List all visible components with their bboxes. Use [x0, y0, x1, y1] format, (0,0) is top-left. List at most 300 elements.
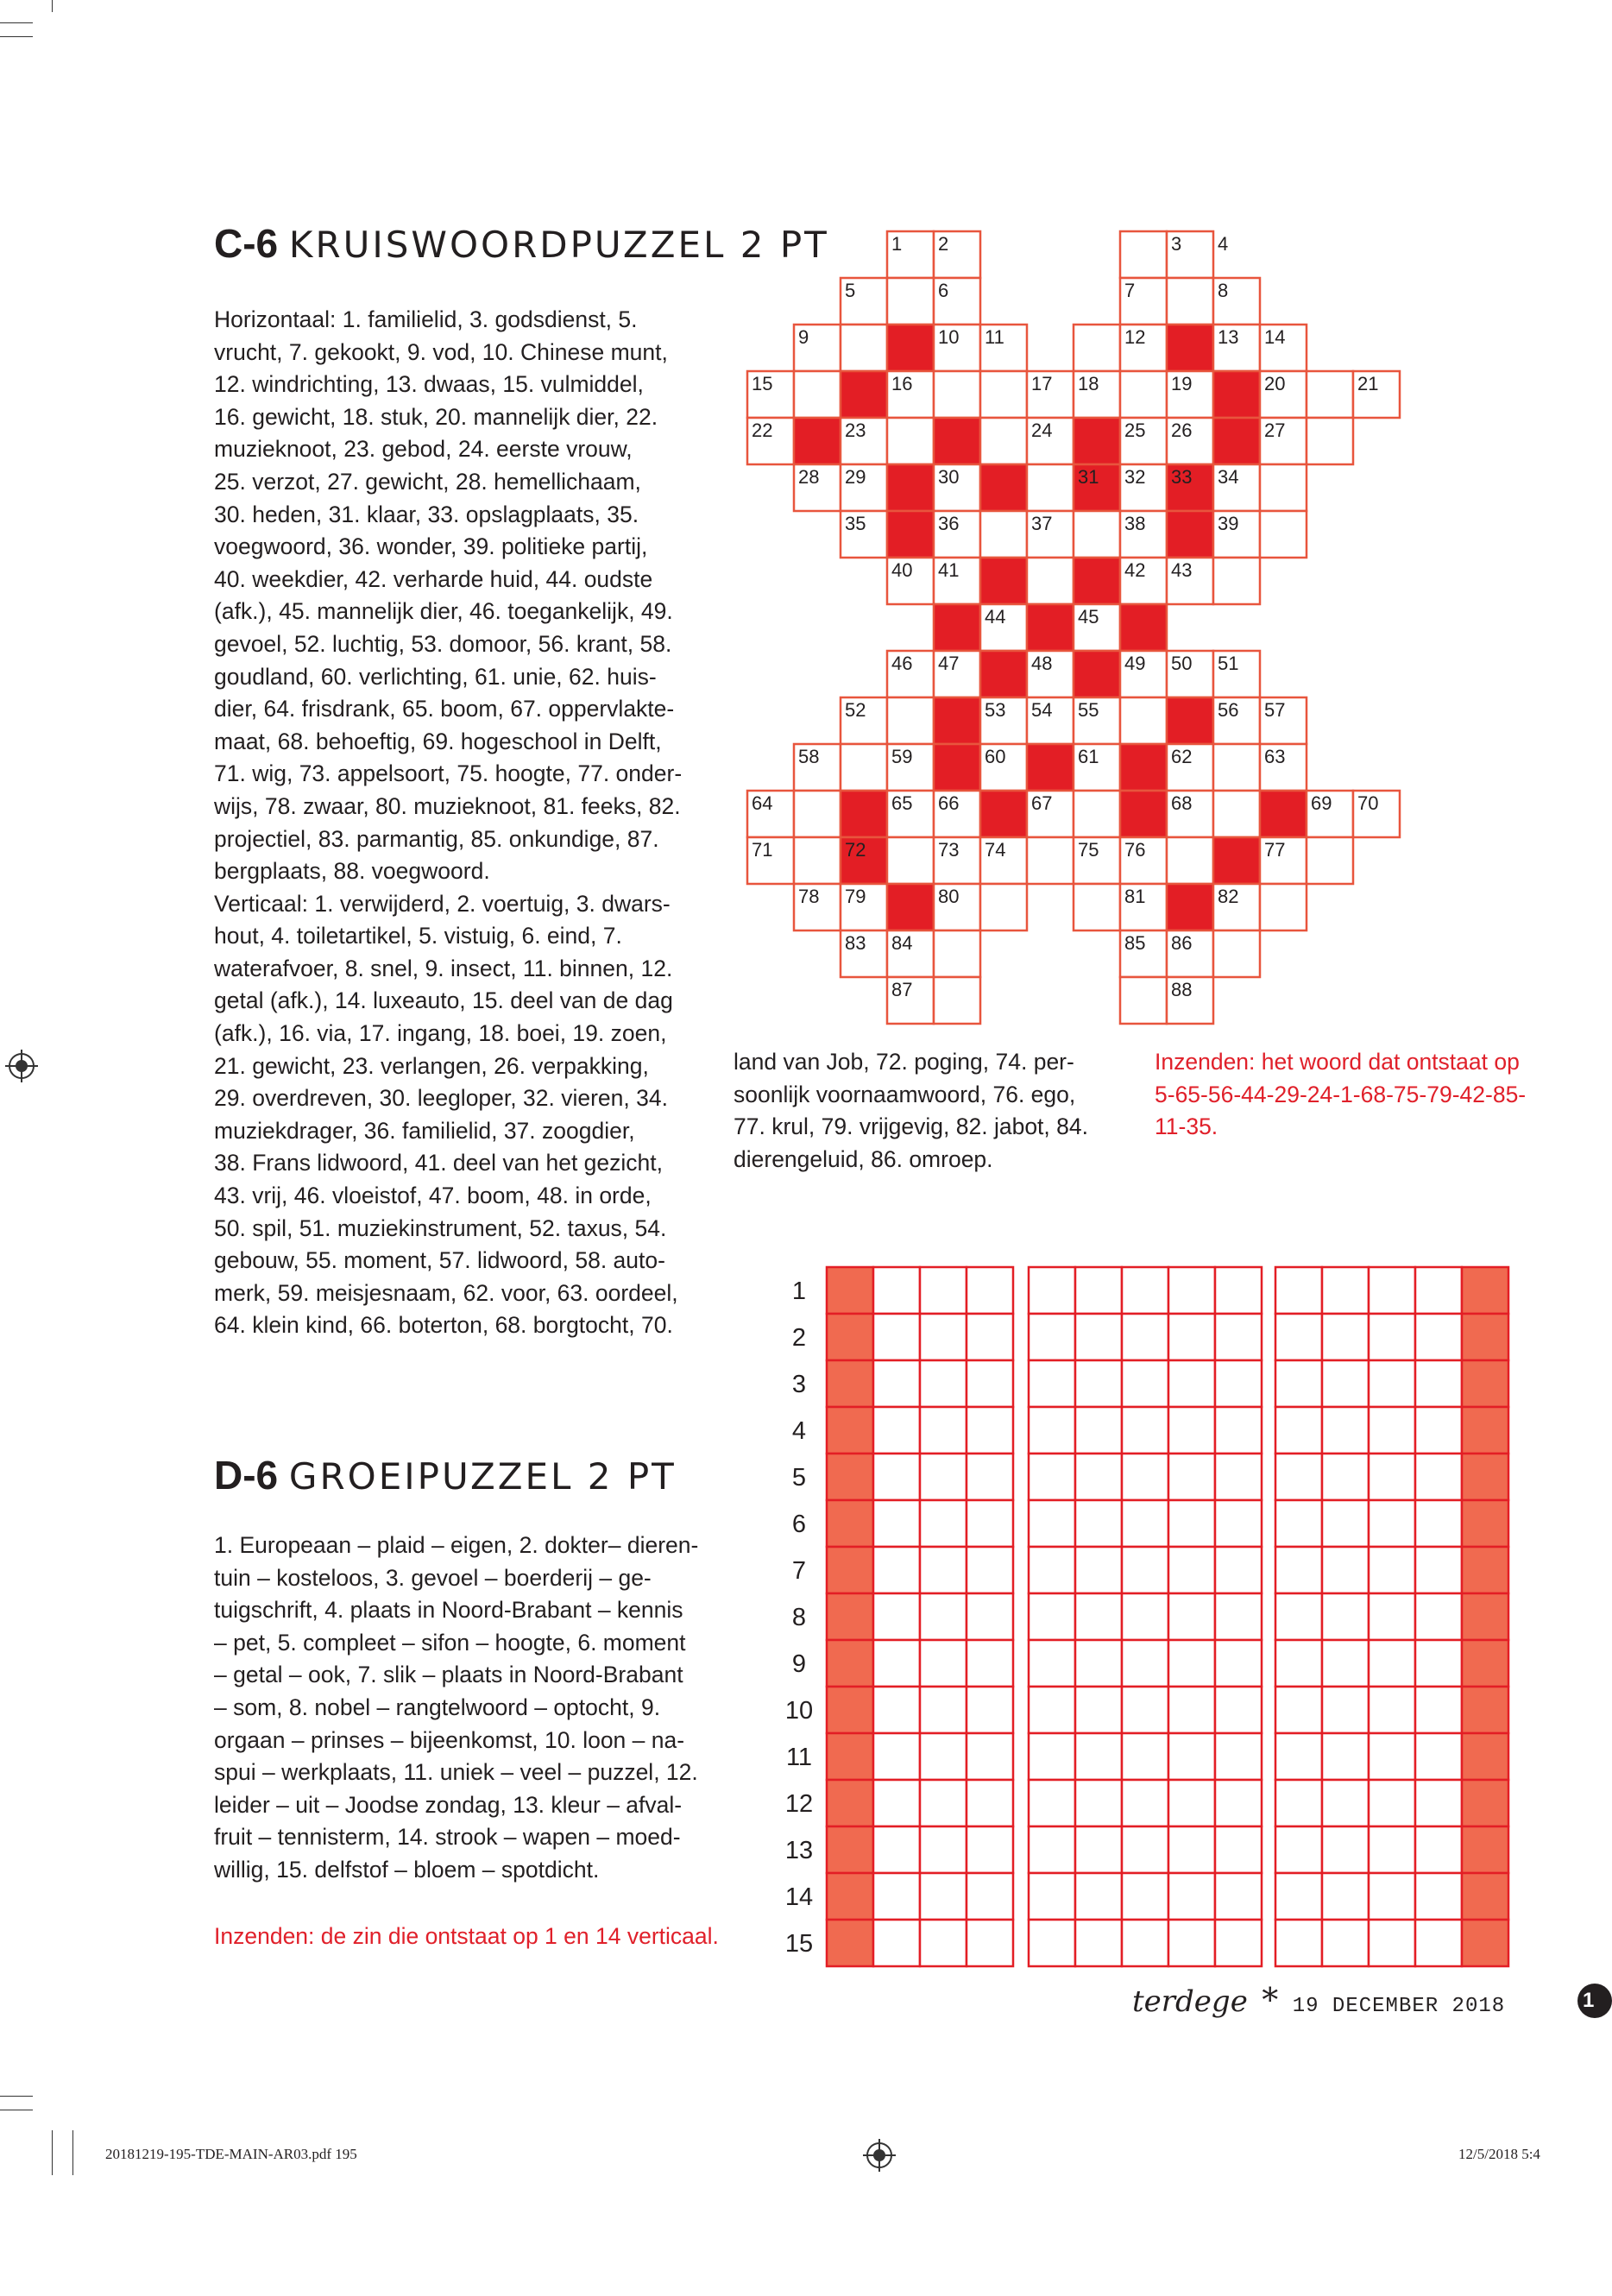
- growth-cell[interactable]: [1415, 1640, 1462, 1687]
- highlight-cell[interactable]: [1462, 1593, 1508, 1640]
- growth-cell[interactable]: [1122, 1267, 1168, 1314]
- grid-cell[interactable]: [841, 744, 887, 791]
- growth-cell[interactable]: [1369, 1873, 1415, 1920]
- highlight-cell[interactable]: [1462, 1873, 1508, 1920]
- growth-cell[interactable]: [1322, 1687, 1369, 1733]
- growth-cell[interactable]: [1415, 1407, 1462, 1454]
- grid-cell[interactable]: [1120, 977, 1167, 1024]
- growth-cell[interactable]: [1215, 1454, 1262, 1500]
- growth-cell[interactable]: [1369, 1780, 1415, 1826]
- growth-cell[interactable]: [1122, 1733, 1168, 1780]
- highlight-cell[interactable]: [1462, 1407, 1508, 1454]
- cell-number: 66: [938, 792, 960, 814]
- cell-number: 82: [1218, 886, 1239, 907]
- grid-cell[interactable]: [1260, 464, 1307, 511]
- highlight-cell[interactable]: [827, 1873, 873, 1920]
- growth-cell[interactable]: [1075, 1640, 1122, 1687]
- cell-number: 68: [1171, 792, 1193, 814]
- growth-cell[interactable]: [873, 1593, 920, 1640]
- highlight-cell[interactable]: [1462, 1267, 1508, 1314]
- growth-cell[interactable]: [1215, 1780, 1262, 1826]
- row-number: 8: [791, 1604, 807, 1631]
- grid-cell[interactable]: [841, 325, 887, 371]
- growth-cell[interactable]: [1322, 1920, 1369, 1966]
- growth-cell[interactable]: [1275, 1733, 1322, 1780]
- growth-cell[interactable]: [967, 1593, 1013, 1640]
- highlight-cell[interactable]: [827, 1593, 873, 1640]
- cell-number: 72: [845, 839, 866, 861]
- growth-cell[interactable]: [920, 1640, 967, 1687]
- grid-cell[interactable]: [934, 371, 980, 418]
- growth-cell[interactable]: [1029, 1826, 1075, 1873]
- growth-cell[interactable]: [1275, 1500, 1322, 1547]
- highlight-cell[interactable]: [827, 1687, 873, 1733]
- growth-cell[interactable]: [1415, 1267, 1462, 1314]
- grid-cell[interactable]: [1213, 744, 1260, 791]
- highlight-cell[interactable]: [827, 1360, 873, 1407]
- growth-cell[interactable]: [873, 1454, 920, 1500]
- growth-cell[interactable]: [1215, 1873, 1262, 1920]
- grid-cell[interactable]: [1074, 884, 1120, 930]
- grid-cell[interactable]: [1260, 884, 1307, 930]
- growth-cell[interactable]: [967, 1873, 1013, 1920]
- growth-cell[interactable]: [1122, 1780, 1168, 1826]
- growth-cell[interactable]: [1168, 1920, 1215, 1966]
- black-cell: [794, 418, 841, 464]
- growth-cell[interactable]: [1369, 1733, 1415, 1780]
- growth-cell[interactable]: [1275, 1640, 1322, 1687]
- growth-cell[interactable]: [873, 1547, 920, 1593]
- highlight-cell[interactable]: [827, 1826, 873, 1873]
- growth-cell[interactable]: [920, 1687, 967, 1733]
- highlight-cell[interactable]: [1462, 1920, 1508, 1966]
- growth-cell[interactable]: [1075, 1687, 1122, 1733]
- growth-cell[interactable]: [967, 1407, 1013, 1454]
- growth-cell[interactable]: [1075, 1780, 1122, 1826]
- growth-cell[interactable]: [1322, 1454, 1369, 1500]
- growth-cell[interactable]: [1122, 1920, 1168, 1966]
- growth-cell[interactable]: [1369, 1593, 1415, 1640]
- highlight-cell[interactable]: [1462, 1733, 1508, 1780]
- cell-number: 11: [985, 326, 1004, 348]
- growth-cell[interactable]: [1075, 1360, 1122, 1407]
- growth-cell[interactable]: [873, 1267, 920, 1314]
- growth-cell[interactable]: [1369, 1407, 1415, 1454]
- growth-cell[interactable]: [1369, 1640, 1415, 1687]
- growth-cell[interactable]: [967, 1547, 1013, 1593]
- growth-cell[interactable]: [1215, 1314, 1262, 1360]
- growth-cell[interactable]: [1122, 1547, 1168, 1593]
- growth-cell[interactable]: [1029, 1454, 1075, 1500]
- growth-cell[interactable]: [1075, 1454, 1122, 1500]
- growth-cell[interactable]: [1029, 1640, 1075, 1687]
- grid-cell[interactable]: [1213, 791, 1260, 837]
- growth-cell[interactable]: [1168, 1873, 1215, 1920]
- growth-cell[interactable]: [967, 1360, 1013, 1407]
- growth-cell[interactable]: [1168, 1267, 1215, 1314]
- growth-cell[interactable]: [1215, 1920, 1262, 1966]
- growth-cell[interactable]: [1075, 1407, 1122, 1454]
- growth-cell[interactable]: [1029, 1360, 1075, 1407]
- d6-code: D-6: [214, 1453, 279, 1498]
- highlight-cell[interactable]: [827, 1407, 873, 1454]
- growth-cell[interactable]: [1369, 1267, 1415, 1314]
- cell-number: 74: [985, 839, 1006, 861]
- growth-cell[interactable]: [1275, 1314, 1322, 1360]
- growth-cell[interactable]: [920, 1454, 967, 1500]
- growth-cell[interactable]: [1122, 1314, 1168, 1360]
- cell-number: 87: [891, 979, 913, 1000]
- cell-number: 33: [1171, 466, 1193, 488]
- growth-cell[interactable]: [1168, 1640, 1215, 1687]
- growth-cell[interactable]: [920, 1314, 967, 1360]
- growth-cell[interactable]: [1029, 1687, 1075, 1733]
- growth-cell[interactable]: [1215, 1500, 1262, 1547]
- growth-cell[interactable]: [1075, 1500, 1122, 1547]
- growth-cell[interactable]: [1122, 1873, 1168, 1920]
- growth-cell[interactable]: [1122, 1640, 1168, 1687]
- growth-cell[interactable]: [873, 1873, 920, 1920]
- growth-cell[interactable]: [1415, 1780, 1462, 1826]
- growth-cell[interactable]: [1122, 1360, 1168, 1407]
- highlight-cell[interactable]: [827, 1314, 873, 1360]
- cell-number: 56: [1218, 699, 1239, 721]
- cell-number: 16: [891, 373, 913, 394]
- grid-cell[interactable]: [934, 977, 980, 1024]
- growth-cell[interactable]: [1075, 1314, 1122, 1360]
- growth-cell[interactable]: [920, 1407, 967, 1454]
- clue-line: Horizontaal: 1. familielid, 3. godsdienst, 5.: [214, 306, 638, 332]
- growth-cell[interactable]: [1215, 1733, 1262, 1780]
- growth-cell[interactable]: [1322, 1826, 1369, 1873]
- growth-cell[interactable]: [1275, 1454, 1322, 1500]
- clue-line: (afk.), 45. mannelijk dier, 46. toegankelijk, 49.: [214, 598, 673, 625]
- growth-cell[interactable]: [873, 1360, 920, 1407]
- grid-cell[interactable]: [1167, 278, 1213, 325]
- grid-cell[interactable]: [794, 837, 841, 884]
- c6-clues-column-2: [734, 1046, 1088, 1176]
- star-icon: *: [1262, 1981, 1279, 2019]
- grid-cell[interactable]: [1120, 371, 1167, 418]
- growth-cell[interactable]: [1369, 1454, 1415, 1500]
- growth-cell[interactable]: [1029, 1733, 1075, 1780]
- cell-number: 55: [1078, 699, 1099, 721]
- growth-cell[interactable]: [1415, 1733, 1462, 1780]
- growth-cell[interactable]: [1275, 1920, 1322, 1966]
- growth-cell[interactable]: [1369, 1500, 1415, 1547]
- growth-cell[interactable]: [1075, 1920, 1122, 1966]
- growth-cell[interactable]: [1369, 1314, 1415, 1360]
- growth-cell[interactable]: [967, 1780, 1013, 1826]
- grid-cell[interactable]: [794, 371, 841, 418]
- grid-cell[interactable]: [1120, 697, 1167, 744]
- highlight-cell[interactable]: [1462, 1500, 1508, 1547]
- row-number: 7: [791, 1557, 807, 1585]
- growth-cell[interactable]: [1415, 1314, 1462, 1360]
- growth-cell[interactable]: [920, 1873, 967, 1920]
- black-cell: [887, 325, 934, 371]
- growth-cell[interactable]: [920, 1267, 967, 1314]
- c6-name: KRUISWOORDPUZZEL 2 PT: [288, 224, 829, 266]
- growth-cell[interactable]: [873, 1826, 920, 1873]
- growth-cell[interactable]: [1215, 1267, 1262, 1314]
- grid-cell[interactable]: [887, 697, 934, 744]
- growth-cell[interactable]: [873, 1640, 920, 1687]
- cell-number: 41: [938, 559, 960, 581]
- growth-cell[interactable]: [1122, 1687, 1168, 1733]
- row-number: 5: [791, 1464, 807, 1492]
- growth-cell[interactable]: [1369, 1687, 1415, 1733]
- highlight-cell[interactable]: [1462, 1687, 1508, 1733]
- grid-cell[interactable]: [980, 418, 1027, 464]
- growth-cell[interactable]: [920, 1920, 967, 1966]
- growth-cell[interactable]: [1029, 1920, 1075, 1966]
- grid-cell[interactable]: [1027, 464, 1074, 511]
- cell-number: 8: [1218, 280, 1229, 301]
- growth-cell[interactable]: [920, 1593, 967, 1640]
- growth-cell[interactable]: [967, 1687, 1013, 1733]
- growth-cell[interactable]: [1122, 1407, 1168, 1454]
- growth-cell[interactable]: [1415, 1873, 1462, 1920]
- cell-number: 21: [1357, 373, 1379, 394]
- growth-cell[interactable]: [1275, 1687, 1322, 1733]
- black-cell: [887, 511, 934, 558]
- growth-cell[interactable]: [873, 1687, 920, 1733]
- growth-cell[interactable]: [1029, 1314, 1075, 1360]
- grid-cell[interactable]: [1120, 231, 1167, 278]
- growth-cell[interactable]: [967, 1640, 1013, 1687]
- growth-cell[interactable]: [1168, 1687, 1215, 1733]
- grid-cell[interactable]: [1074, 511, 1120, 558]
- growth-cell[interactable]: [1029, 1547, 1075, 1593]
- growth-cell[interactable]: [873, 1500, 920, 1547]
- clue-line: dierengeluid, 86. omroep.: [734, 1145, 993, 1172]
- growth-cell[interactable]: [1168, 1454, 1215, 1500]
- growth-cell[interactable]: [1168, 1593, 1215, 1640]
- growth-cell[interactable]: [1075, 1873, 1122, 1920]
- highlight-cell[interactable]: [1462, 1360, 1508, 1407]
- clue-line: getal (afk.), 14. luxeauto, 15. deel van de dag: [214, 987, 673, 1014]
- cell-number: 43: [1171, 559, 1193, 581]
- growth-cell[interactable]: [1075, 1547, 1122, 1593]
- growth-cell[interactable]: [1275, 1780, 1322, 1826]
- grid-cell[interactable]: [887, 837, 934, 884]
- growth-cell[interactable]: [1122, 1500, 1168, 1547]
- growth-cell[interactable]: [1122, 1454, 1168, 1500]
- growth-cell[interactable]: [1275, 1267, 1322, 1314]
- growth-cell[interactable]: [1075, 1733, 1122, 1780]
- growth-cell[interactable]: [920, 1826, 967, 1873]
- row-number: 14: [784, 1883, 814, 1911]
- growth-cell[interactable]: [1322, 1780, 1369, 1826]
- growth-cell[interactable]: [1215, 1640, 1262, 1687]
- cell-number: 62: [1171, 746, 1193, 767]
- growth-cell[interactable]: [1415, 1687, 1462, 1733]
- highlight-cell[interactable]: [1462, 1826, 1508, 1873]
- growth-cell[interactable]: [1275, 1826, 1322, 1873]
- cell-number: 69: [1311, 792, 1332, 814]
- clue-line: – som, 8. nobel – rangtelwoord – optocht, 9.: [214, 1694, 661, 1720]
- growth-cell[interactable]: [1215, 1826, 1262, 1873]
- grid-cell[interactable]: [1213, 558, 1260, 604]
- growth-cell[interactable]: [1415, 1454, 1462, 1500]
- growth-cell[interactable]: [1075, 1593, 1122, 1640]
- growth-cell[interactable]: [967, 1920, 1013, 1966]
- growth-cell[interactable]: [1215, 1593, 1262, 1640]
- growth-cell[interactable]: [967, 1314, 1013, 1360]
- highlight-cell[interactable]: [827, 1267, 873, 1314]
- growth-cell[interactable]: [1322, 1407, 1369, 1454]
- grid-cell[interactable]: [1027, 558, 1074, 604]
- growth-cell[interactable]: [1215, 1687, 1262, 1733]
- highlight-cell[interactable]: [827, 1547, 873, 1593]
- growth-cell[interactable]: [1122, 1593, 1168, 1640]
- black-cell: [1074, 651, 1120, 697]
- growth-cell[interactable]: [1369, 1547, 1415, 1593]
- growth-cell[interactable]: [1075, 1267, 1122, 1314]
- growth-cell[interactable]: [967, 1267, 1013, 1314]
- growth-cell[interactable]: [1168, 1733, 1215, 1780]
- growth-cell[interactable]: [1029, 1267, 1075, 1314]
- growth-cell[interactable]: [873, 1314, 920, 1360]
- growth-cell[interactable]: [1415, 1920, 1462, 1966]
- highlight-cell[interactable]: [827, 1500, 873, 1547]
- growth-cell[interactable]: [1415, 1360, 1462, 1407]
- black-cell: [1120, 744, 1167, 791]
- black-cell: [934, 697, 980, 744]
- growth-cell[interactable]: [967, 1500, 1013, 1547]
- growth-cell[interactable]: [1369, 1360, 1415, 1407]
- growth-cell[interactable]: [1322, 1593, 1369, 1640]
- growth-cell[interactable]: [1369, 1920, 1415, 1966]
- highlight-cell[interactable]: [1462, 1454, 1508, 1500]
- c6-code: C-6: [214, 221, 279, 266]
- grid-cell[interactable]: [1260, 511, 1307, 558]
- growth-cell[interactable]: [1322, 1267, 1369, 1314]
- cell-number: 76: [1124, 839, 1146, 861]
- growth-cell[interactable]: [1029, 1407, 1075, 1454]
- crop-mark: [0, 22, 33, 23]
- growth-cell[interactable]: [1168, 1780, 1215, 1826]
- growth-cell[interactable]: [1322, 1500, 1369, 1547]
- growth-cell[interactable]: [1415, 1547, 1462, 1593]
- growth-cell[interactable]: [1322, 1360, 1369, 1407]
- growth-cell[interactable]: [1168, 1500, 1215, 1547]
- growth-cell[interactable]: [1275, 1407, 1322, 1454]
- growth-cell[interactable]: [873, 1407, 920, 1454]
- growth-cell[interactable]: [1275, 1547, 1322, 1593]
- growth-cell[interactable]: [1215, 1547, 1262, 1593]
- growth-cell[interactable]: [1369, 1826, 1415, 1873]
- growth-cell[interactable]: [1029, 1780, 1075, 1826]
- growth-cell[interactable]: [1415, 1593, 1462, 1640]
- growth-cell[interactable]: [1415, 1500, 1462, 1547]
- grid-cell[interactable]: [1027, 837, 1074, 884]
- growth-cell[interactable]: [1322, 1640, 1369, 1687]
- growth-cell[interactable]: [1029, 1500, 1075, 1547]
- growth-cell[interactable]: [1275, 1593, 1322, 1640]
- growth-cell[interactable]: [1415, 1826, 1462, 1873]
- highlight-cell[interactable]: [827, 1454, 873, 1500]
- growth-cell[interactable]: [920, 1500, 967, 1547]
- growth-cell[interactable]: [920, 1780, 967, 1826]
- growth-cell[interactable]: [920, 1360, 967, 1407]
- growth-cell[interactable]: [1168, 1314, 1215, 1360]
- growth-cell[interactable]: [1215, 1407, 1262, 1454]
- grid-cell[interactable]: [1074, 325, 1120, 371]
- growth-cell[interactable]: [1215, 1360, 1262, 1407]
- growth-cell[interactable]: [1322, 1733, 1369, 1780]
- growth-cell[interactable]: [1168, 1826, 1215, 1873]
- grid-cell[interactable]: [980, 511, 1027, 558]
- grid-cell[interactable]: [794, 791, 841, 837]
- clue-line: leider – uit – Joodse zondag, 13. kleur – afval-: [214, 1791, 683, 1818]
- growth-cell[interactable]: [1075, 1826, 1122, 1873]
- highlight-cell[interactable]: [1462, 1314, 1508, 1360]
- growth-cell[interactable]: [1275, 1873, 1322, 1920]
- highlight-cell[interactable]: [1462, 1780, 1508, 1826]
- clue-line: voegwoord, 36. wonder, 39. politieke partij,: [214, 533, 648, 560]
- growth-cell[interactable]: [873, 1780, 920, 1826]
- clue-line: muzieknoot, 23. gebod, 24. eerste vrouw,: [214, 436, 633, 463]
- grid-cell[interactable]: [980, 884, 1027, 930]
- row-number: 3: [791, 1371, 807, 1398]
- growth-cell[interactable]: [967, 1733, 1013, 1780]
- highlight-cell[interactable]: [827, 1733, 873, 1780]
- cell-number: 10: [938, 326, 960, 348]
- grid-cell[interactable]: [1307, 371, 1353, 418]
- cell-number: 44: [985, 606, 1006, 628]
- cell-number: 58: [798, 746, 820, 767]
- growth-cell[interactable]: [1029, 1873, 1075, 1920]
- highlight-cell[interactable]: [827, 1920, 873, 1966]
- growth-cell[interactable]: [920, 1733, 967, 1780]
- growth-cell[interactable]: [1322, 1547, 1369, 1593]
- growth-cell[interactable]: [1322, 1314, 1369, 1360]
- growth-cell[interactable]: [920, 1547, 967, 1593]
- highlight-cell[interactable]: [827, 1640, 873, 1687]
- growth-cell[interactable]: [1322, 1873, 1369, 1920]
- growth-cell[interactable]: [1168, 1407, 1215, 1454]
- grid-cell[interactable]: [1167, 837, 1213, 884]
- cell-number: 36: [938, 513, 960, 534]
- grid-cell[interactable]: [980, 371, 1027, 418]
- growth-cell[interactable]: [1029, 1593, 1075, 1640]
- highlight-cell[interactable]: [1462, 1547, 1508, 1593]
- growth-cell[interactable]: [1122, 1826, 1168, 1873]
- grid-cell[interactable]: [1307, 418, 1353, 464]
- growth-cell[interactable]: [873, 1920, 920, 1966]
- growth-cell[interactable]: [1168, 1547, 1215, 1593]
- cell-number: 57: [1264, 699, 1286, 721]
- clue-line: 1. Europeaan – plaid – eigen, 2. dokter– dieren-: [214, 1532, 699, 1558]
- highlight-cell[interactable]: [1462, 1640, 1508, 1687]
- clue-line: soonlijk voornaamwoord, 76. ego,: [734, 1081, 1076, 1107]
- growth-cell[interactable]: [1168, 1360, 1215, 1407]
- growth-cell[interactable]: [873, 1733, 920, 1780]
- black-cell: [1027, 604, 1074, 651]
- grid-cell[interactable]: [887, 418, 934, 464]
- grid-cell[interactable]: [887, 278, 934, 325]
- growth-cell[interactable]: [967, 1826, 1013, 1873]
- highlight-cell[interactable]: [827, 1780, 873, 1826]
- growth-cell[interactable]: [967, 1454, 1013, 1500]
- grid-cell[interactable]: [1213, 930, 1260, 977]
- growth-cell[interactable]: [1275, 1360, 1322, 1407]
- grid-cell[interactable]: [1074, 791, 1120, 837]
- grid-cell[interactable]: [1307, 837, 1353, 884]
- grid-cell[interactable]: [934, 930, 980, 977]
